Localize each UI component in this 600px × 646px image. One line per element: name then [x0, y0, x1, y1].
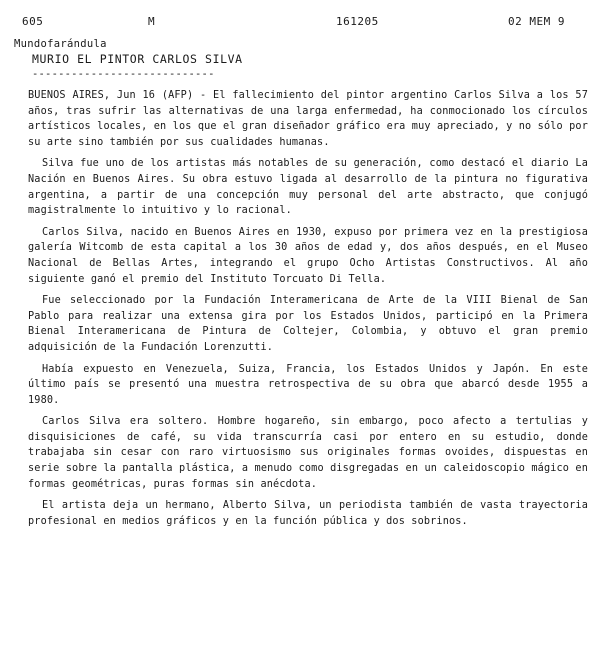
paragraph-7: El artista deja un hermano, Alberto Silva, un periodista también de vasta trayectoria profesional en medios gráficos y en la función pública y dos sobrinos.	[28, 500, 588, 527]
article-body	[28, 88, 588, 535]
paragraph-4: Fue seleccionado por la Fundación Interamericana de Arte de la VIII Bienal de San Pablo para realizar una extensa gira por los Estados Unidos, participó en la Primera Bienal Interamericana de Pintura de Coltejer, Colombia, y obtuvo el gran premio adquisición de la Fundación Lorenzutti.	[28, 295, 588, 353]
header-priority: M	[148, 15, 156, 28]
paragraph-2: Silva fue uno de los artistas más notables de su generación, como destacó el diario La Nación en Buenos Aires. Su obra estuvo ligada al desarrollo de la pintura no figurativa argentina, a partir de una concepción muy personal del arte abstracto, que conjugó magistralmente lo intuitivo y lo racional.	[28, 158, 588, 217]
paragraph-6: Carlos Silva era soltero. Hombre hogareño, sin embargo, poco afecto a tertulias y disquisiciones de café, su vida transcurría casi por entero en su estudio, donde trabajaba sin cesar con raro virtuosismo sus originales formas ovoides, dispuestas en serie sobre la pantalla plástica, a menudo como disgregadas en un caleidoscopio mágico en formas geométricas, puras formas sin anécdota.	[28, 416, 588, 490]
header-ref: 02 MEM 9	[508, 15, 565, 28]
header-code: 605	[22, 15, 44, 28]
title-underline: ----------------------------	[32, 68, 215, 80]
section-label: Mundofarándula	[14, 38, 107, 50]
wire-header	[0, 15, 600, 29]
article-title: MURIO EL PINTOR CARLOS SILVA	[32, 52, 243, 66]
header-date-code: 161205	[336, 15, 379, 28]
paragraph-5: Había expuesto en Venezuela, Suiza, Francia, los Estados Unidos y Japón. En este último país se presentó una muestra retrospectiva de su obra que abarcó desde 1955 a 1980.	[28, 363, 588, 406]
paragraph-3: Carlos Silva, nacido en Buenos Aires en 1930, expuso por primera vez en la prestigiosa galería Witcomb de esta capital a los 30 años de edad y, dos años después, en el Museo Nacional de Bellas Artes, integrando el grupo Ocho Artistas Constructivos. Al año siguiente ganó el premio del Instituto Torcuato Di Tella.	[28, 226, 588, 285]
paragraph-lead: BUENOS AIRES, Jun 16 (AFP) - El fallecimiento del pintor argentino Carlos Silva a los 57 años, tras sufrir las alternativas de una larga enfermedad, ha conmocionado los círculos artísticos locales, en los que el gran diseñador gráfico era muy apreciado, y no sólo por su arte sino también por sus cualidades humanas.	[28, 90, 588, 148]
